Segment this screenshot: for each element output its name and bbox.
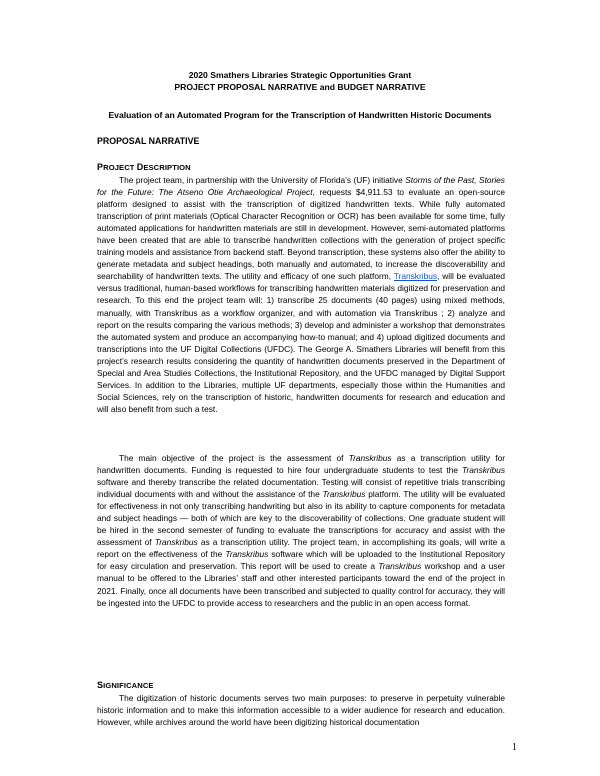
software-name: Transkribus [348, 453, 392, 463]
software-name: Transkribus [322, 489, 366, 500]
paragraph-text: as a transcription utility. The project team, in accomplishing its goals, will write a report on the effectiveness of the [97, 537, 505, 560]
software-name: Transkribus [225, 549, 269, 560]
initiative-title: Storms of the Past, Stories for the Future: The Atseno Otie Archaeological Project [97, 175, 505, 198]
paragraph-text: workshop and a user manual to be offered to the Libraries’ staff and other interested participants toward the end of the project in 2021. Finally, once all documents have been transcribed and subjected to quality control for accuracy, they will be ingested into the UFDC to provide access to researchers and the public in an open access format. [97, 561, 505, 608]
project-description-paragraph-2 [97, 452, 505, 609]
grant-name: 2020 Smathers Libraries Strategic Opportunities Grant [188, 70, 412, 80]
narrative-title: PROJECT PROPOSAL NARRATIVE and BUDGET NARRATIVE [174, 82, 426, 92]
document-title: Evaluation of an Automated Program for the Transcription of Handwritten Historic Documents [108, 110, 492, 120]
significance-paragraph: The digitization of historic documents serves two main purposes: to preserve in perpetuity vulnerable historic information and to make this information accessible to a wider audience for research and education. However, while archives around the world have been digitizing historical documentation [97, 693, 505, 728]
software-name: Transkribus [154, 537, 198, 548]
software-name: Transkribus [378, 561, 422, 572]
paragraph-text: as a transcription utility for handwritten documents. Funding is requested to hire four undergraduate students to test the [97, 453, 505, 476]
project-description-paragraph-1 [97, 174, 505, 415]
paragraph-text: software and thereby transcribe the related documentation. Testing will consist of repetitive trials transcribing individual documents with and without the assistance of the [97, 477, 505, 500]
paragraph-text: software which will be uploaded to the Institutional Repository for easy circulation and preservation. This report will be used to create a [97, 549, 505, 572]
paragraph-text: , will be evaluated versus traditional, human-based workflows for transcribing handwritten materials digitized for preservation and research. To this end the project team will: 1) transcribe 25 documents (40 pages) using mixed methods, manually, with Transkribus as a workflow organizer, and with automation via Transkribus ; 2) analyze and report on the results comparing the various methods; 3) develop and administer a workshop that demonstrates the automated system and produce an accompanying how-to manual; and 4) upload digitized documents and transcriptions into the UF Digital Collections (UFDC). The George A. Smathers Libraries will benefit from this project’s research results considering the quantity of handwritten documents preserved in the Department of Special and Area Studies Collections, the Institutional Repository, and the UFDC managed by Digital Support Services. In addition to the Libraries, multiple UF departments, especially those within the Humanities and Social Sciences, rely on the transcription of historic, handwritten documents for research and education and will also benefit from such a test. [97, 271, 505, 414]
paragraph-text: The main objective of the project is the assessment of [119, 453, 349, 463]
software-name: Transkribus [462, 465, 505, 476]
paragraph-text: The project team, in partnership with the University of Florida’s (UF) initiative [119, 175, 406, 185]
page-number: 1 [512, 742, 517, 753]
transkribus-link[interactable]: Transkribus [393, 271, 438, 282]
project-description-heading: PROJECT DESCRIPTION [97, 162, 191, 172]
paragraph-text: , requests $4,911.53 to evaluate an open-source platform designed to assist with the transcription of digitized handwritten texts. While fully automated transcription of print materials (Optical Character Recognition or OCR) has been available for some time, fully automated applications for handwritten materials are still in development. However, semi-automated platforms have been created that are able to transcribe handwritten collections with the generation of project specific training models and assistance from backend staff. Beyond transcription, these systems also offer the ability to generate metadata and subject headings, both manually and automated, to increase the discoverability and searchability of handwritten texts. The utility and efficacy of one such platform, [97, 187, 505, 282]
section-heading: PROPOSAL NARRATIVE [97, 136, 200, 146]
significance-heading: SIGNIFICANCE [97, 680, 154, 690]
paragraph-text: platform. The utility will be evaluated for effectiveness in not only transcribing handwriting but also in its ability to capture components for metadata and subject headings — both of which are key to the discoverability of collections. One graduate student will be hired in the second semester of funding to evaluate the transcriptions for accuracy and assist with the assessment of [97, 489, 505, 548]
